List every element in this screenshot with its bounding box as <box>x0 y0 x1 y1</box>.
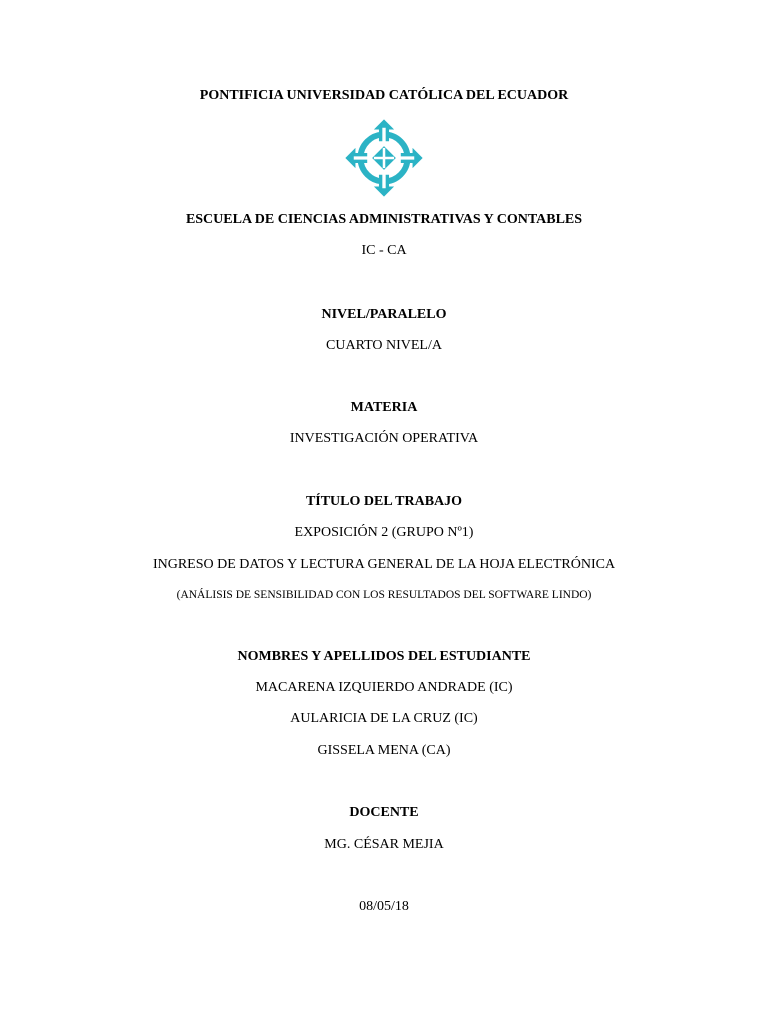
level-value: CUARTO NIVEL/A <box>326 338 442 353</box>
work-subtitle: (ANÁLISIS DE SENSIBILIDAD CON LOS RESULTADOS DEL SOFTWARE LINDO) <box>176 589 592 601</box>
exposition-label: EXPOSICIÓN 2 (GRUPO Nº1) <box>294 525 474 540</box>
student-name: AULARICIA DE LA CRUZ (IC) <box>290 711 478 726</box>
student-name: MACARENA IZQUIERDO ANDRADE (IC) <box>255 680 513 695</box>
work-title: INGRESO DE DATOS Y LECTURA GENERAL DE LA HOJA ELECTRÓNICA <box>152 557 616 572</box>
student-name: GISSELA MENA (CA) <box>317 743 451 758</box>
school-code: IC - CA <box>361 243 407 258</box>
university-name: PONTIFICIA UNIVERSIDAD CATÓLICA DEL ECUADOR <box>199 88 569 103</box>
school-name: ESCUELA DE CIENCIAS ADMINISTRATIVAS Y CONTABLES <box>185 212 583 227</box>
teacher-heading: DOCENTE <box>349 805 419 820</box>
subject-value: INVESTIGACIÓN OPERATIVA <box>289 431 479 446</box>
subject-heading: MATERIA <box>350 400 418 415</box>
work-title-heading: TÍTULO DEL TRABAJO <box>305 494 463 509</box>
university-seal-icon <box>342 116 426 200</box>
students-heading: NOMBRES Y APELLIDOS DEL ESTUDIANTE <box>237 649 531 664</box>
level-heading: NIVEL/PARALELO <box>321 307 447 322</box>
date: 08/05/18 <box>359 899 409 914</box>
teacher-name: MG. CÉSAR MEJIA <box>324 837 444 852</box>
